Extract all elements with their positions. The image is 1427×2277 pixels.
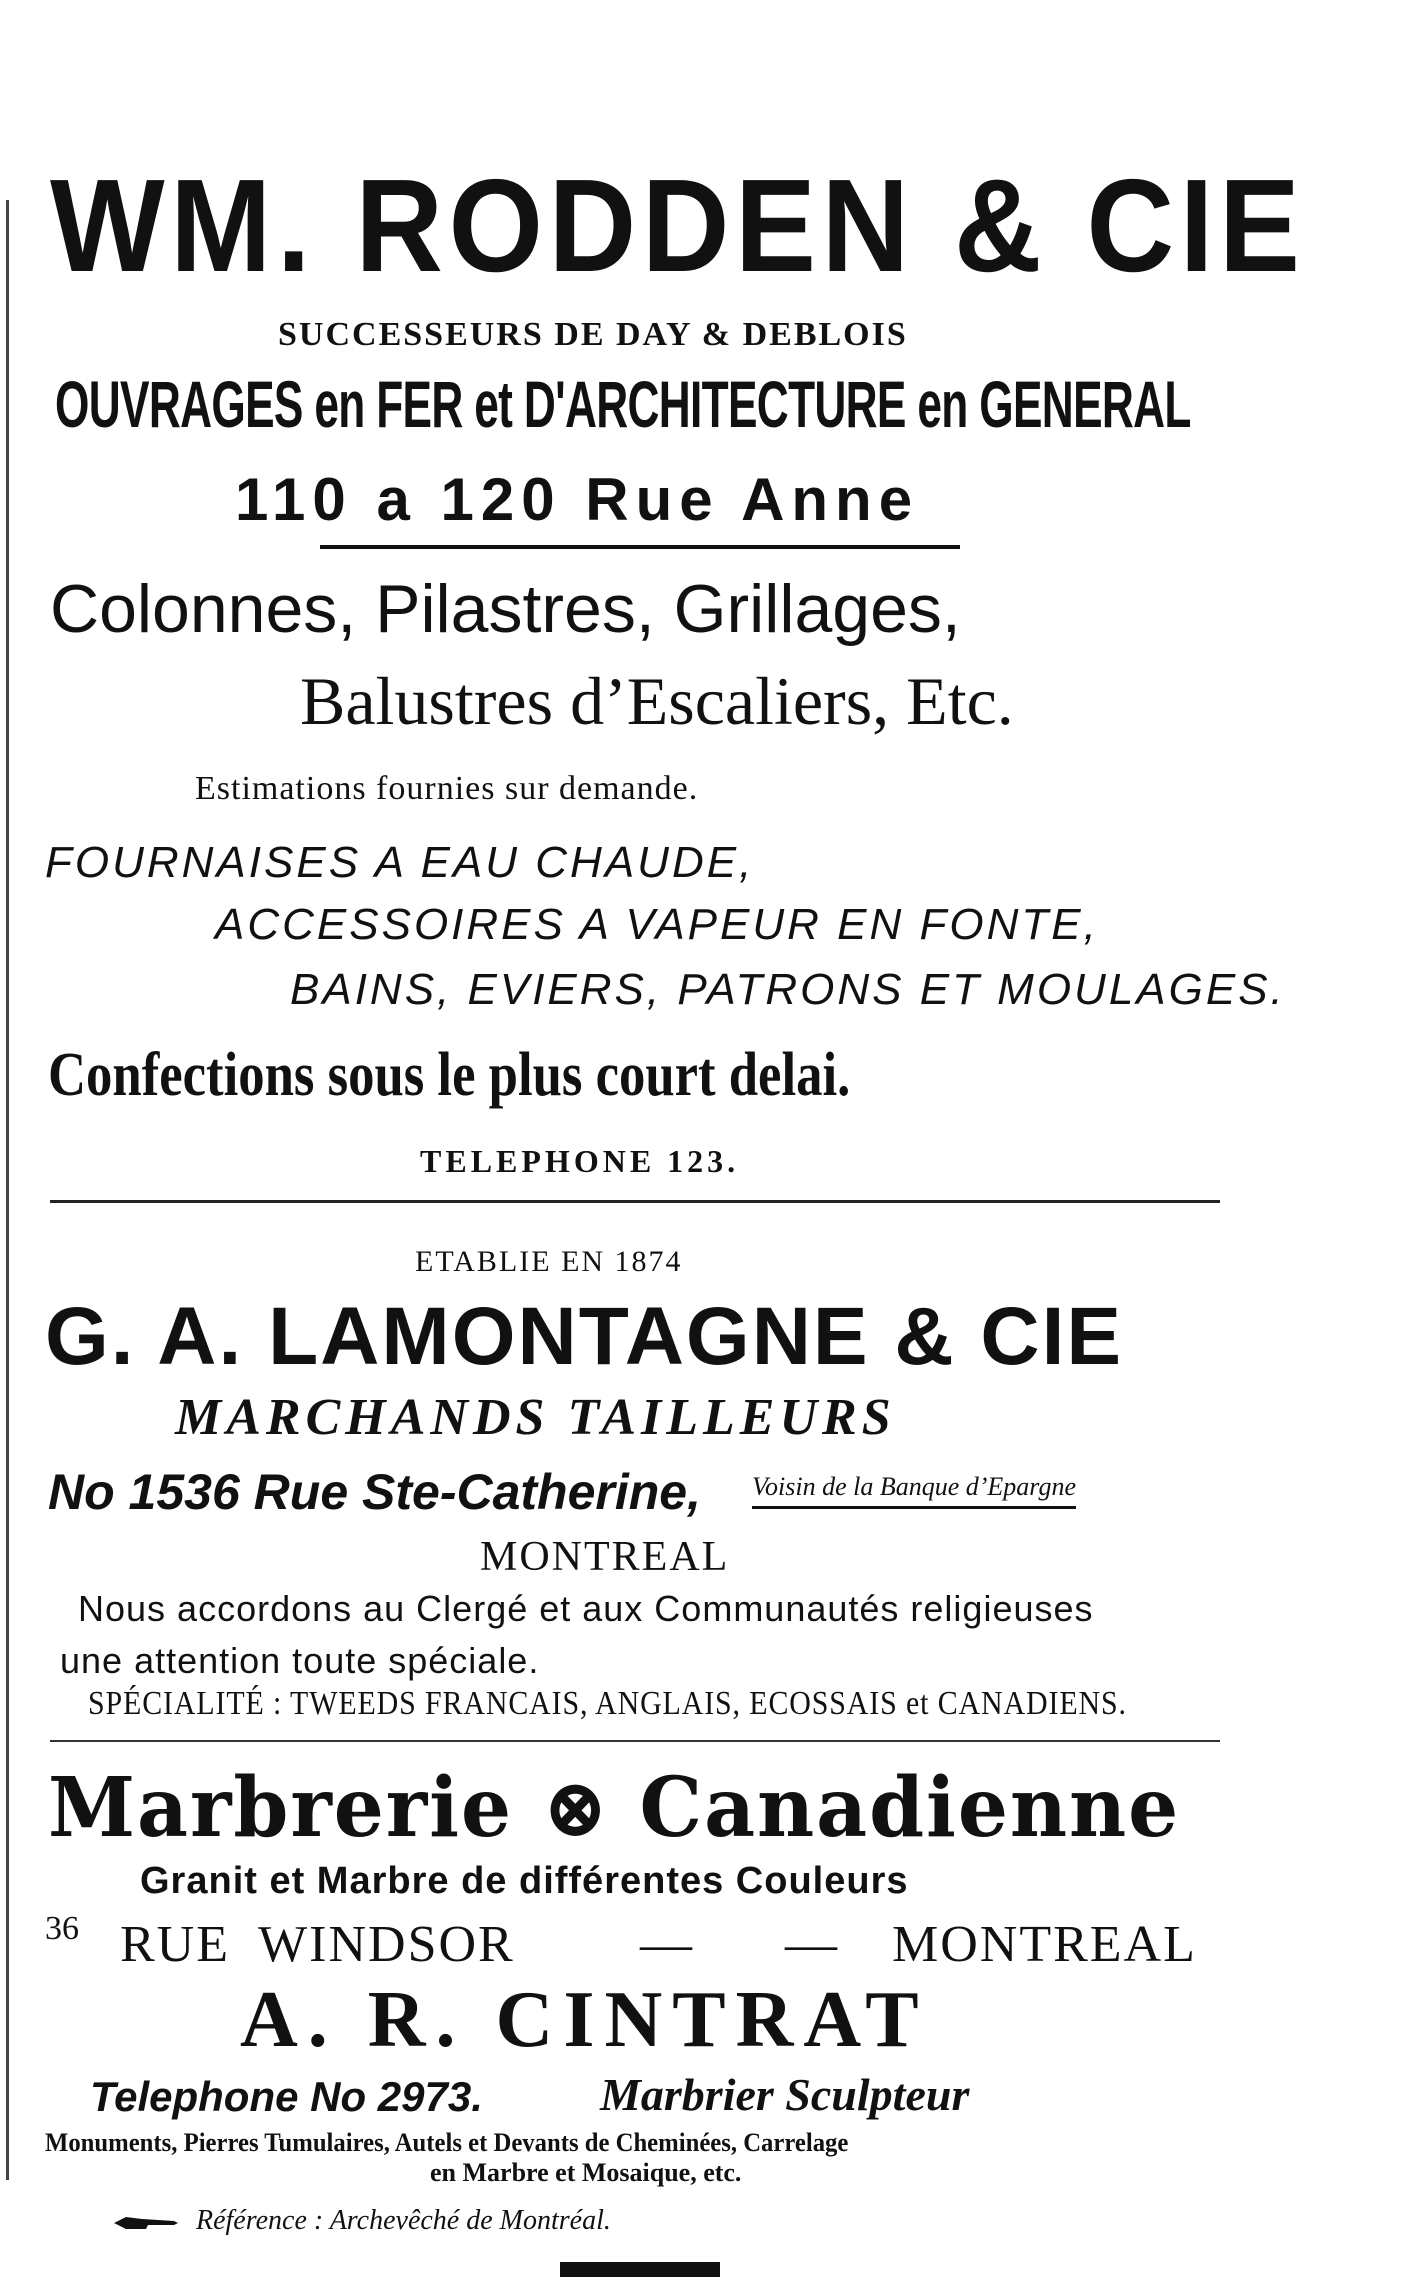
bottom-ink-bar <box>560 2262 720 2277</box>
marbrerie-sculpteur: Marbrier Sculpteur <box>600 2069 970 2120</box>
rodden-successeurs: SUCCESSEURS DE DAY & DEBLOIS <box>278 316 908 353</box>
rodden-title: WM. RODDEN & CIE <box>50 152 1306 299</box>
pointing-hand-icon <box>112 2214 180 2232</box>
marbrerie-reference: Référence : Archevêché de Montréal. <box>196 2205 611 2236</box>
rodden-estimations: Estimations fournies sur demande. <box>195 770 699 807</box>
rodden-underline-rule <box>320 545 960 549</box>
marbrerie-marbre: en Marbre et Mosaique, etc. <box>430 2158 742 2187</box>
rodden-ouvrages: OUVRAGES en FER et D'ARCHITECTURE en GENERAL <box>55 367 1191 441</box>
rodden-confections: Confections sous le plus court delai. <box>48 1041 851 1109</box>
lamontagne-nous: Nous accordons au Clergé et aux Communautés religieuses <box>78 1588 1094 1629</box>
marbrerie-proprietor: A. R. CINTRAT <box>240 1976 929 2064</box>
marbrerie-granit: Granit et Marbre de différentes Couleurs <box>140 1860 909 1902</box>
rodden-telephone: TELEPHONE 123. <box>420 1143 740 1179</box>
rodden-bains: BAINS, EVIERS, PATRONS ET MOULAGES. <box>290 965 1286 1014</box>
lamontagne-attention: une attention toute spéciale. <box>60 1640 540 1681</box>
marbrerie-address-street: RUE WINDSOR <box>120 1916 515 1973</box>
rodden-balustres: Balustres d’Escaliers, Etc. <box>300 663 1014 739</box>
lamontagne-address: No 1536 Rue Ste-Catherine, <box>48 1464 701 1520</box>
marbrerie-reference-line <box>112 2205 611 2237</box>
lamontagne-established: ETABLIE EN 1874 <box>415 1245 683 1278</box>
section-divider <box>50 1200 1220 1203</box>
marbrerie-dashes: — — <box>640 1916 877 1973</box>
rodden-address: 110 a 120 Rue Anne <box>235 466 920 533</box>
lamontagne-title: G. A. LAMONTAGNE & CIE <box>45 1291 1124 1382</box>
rodden-colonnes: Colonnes, Pilastres, Grillages, <box>50 571 961 647</box>
marbrerie-telephone: Telephone No 2973. <box>90 2073 483 2120</box>
lamontagne-marchands: MARCHANDS TAILLEURS <box>175 1389 896 1446</box>
marbrerie-city: MONTREAL <box>892 1916 1197 1973</box>
lamontagne-specialite: SPÉCIALITÉ : TWEEDS FRANCAIS, ANGLAIS, ECOSSAIS et CANADIENS. <box>88 1685 1127 1722</box>
marbrerie-title: Marbrerie ⊗ Canadienne <box>48 1760 1181 1856</box>
marbrerie-monuments: Monuments, Pierres Tumulaires, Autels et Devants de Cheminées, Carrelage <box>45 2128 849 2157</box>
section-divider <box>50 1740 1220 1742</box>
rodden-accessoires: ACCESSOIRES A VAPEUR EN FONTE, <box>215 900 1099 949</box>
marbrerie-address-number: 36 <box>45 1910 79 1947</box>
left-margin-rule <box>6 200 9 2180</box>
rodden-fournaises: FOURNAISES A EAU CHAUDE, <box>45 838 755 887</box>
lamontagne-voisin: Voisin de la Banque d’Epargne <box>752 1472 1076 1509</box>
lamontagne-city: MONTREAL <box>480 1534 730 1580</box>
